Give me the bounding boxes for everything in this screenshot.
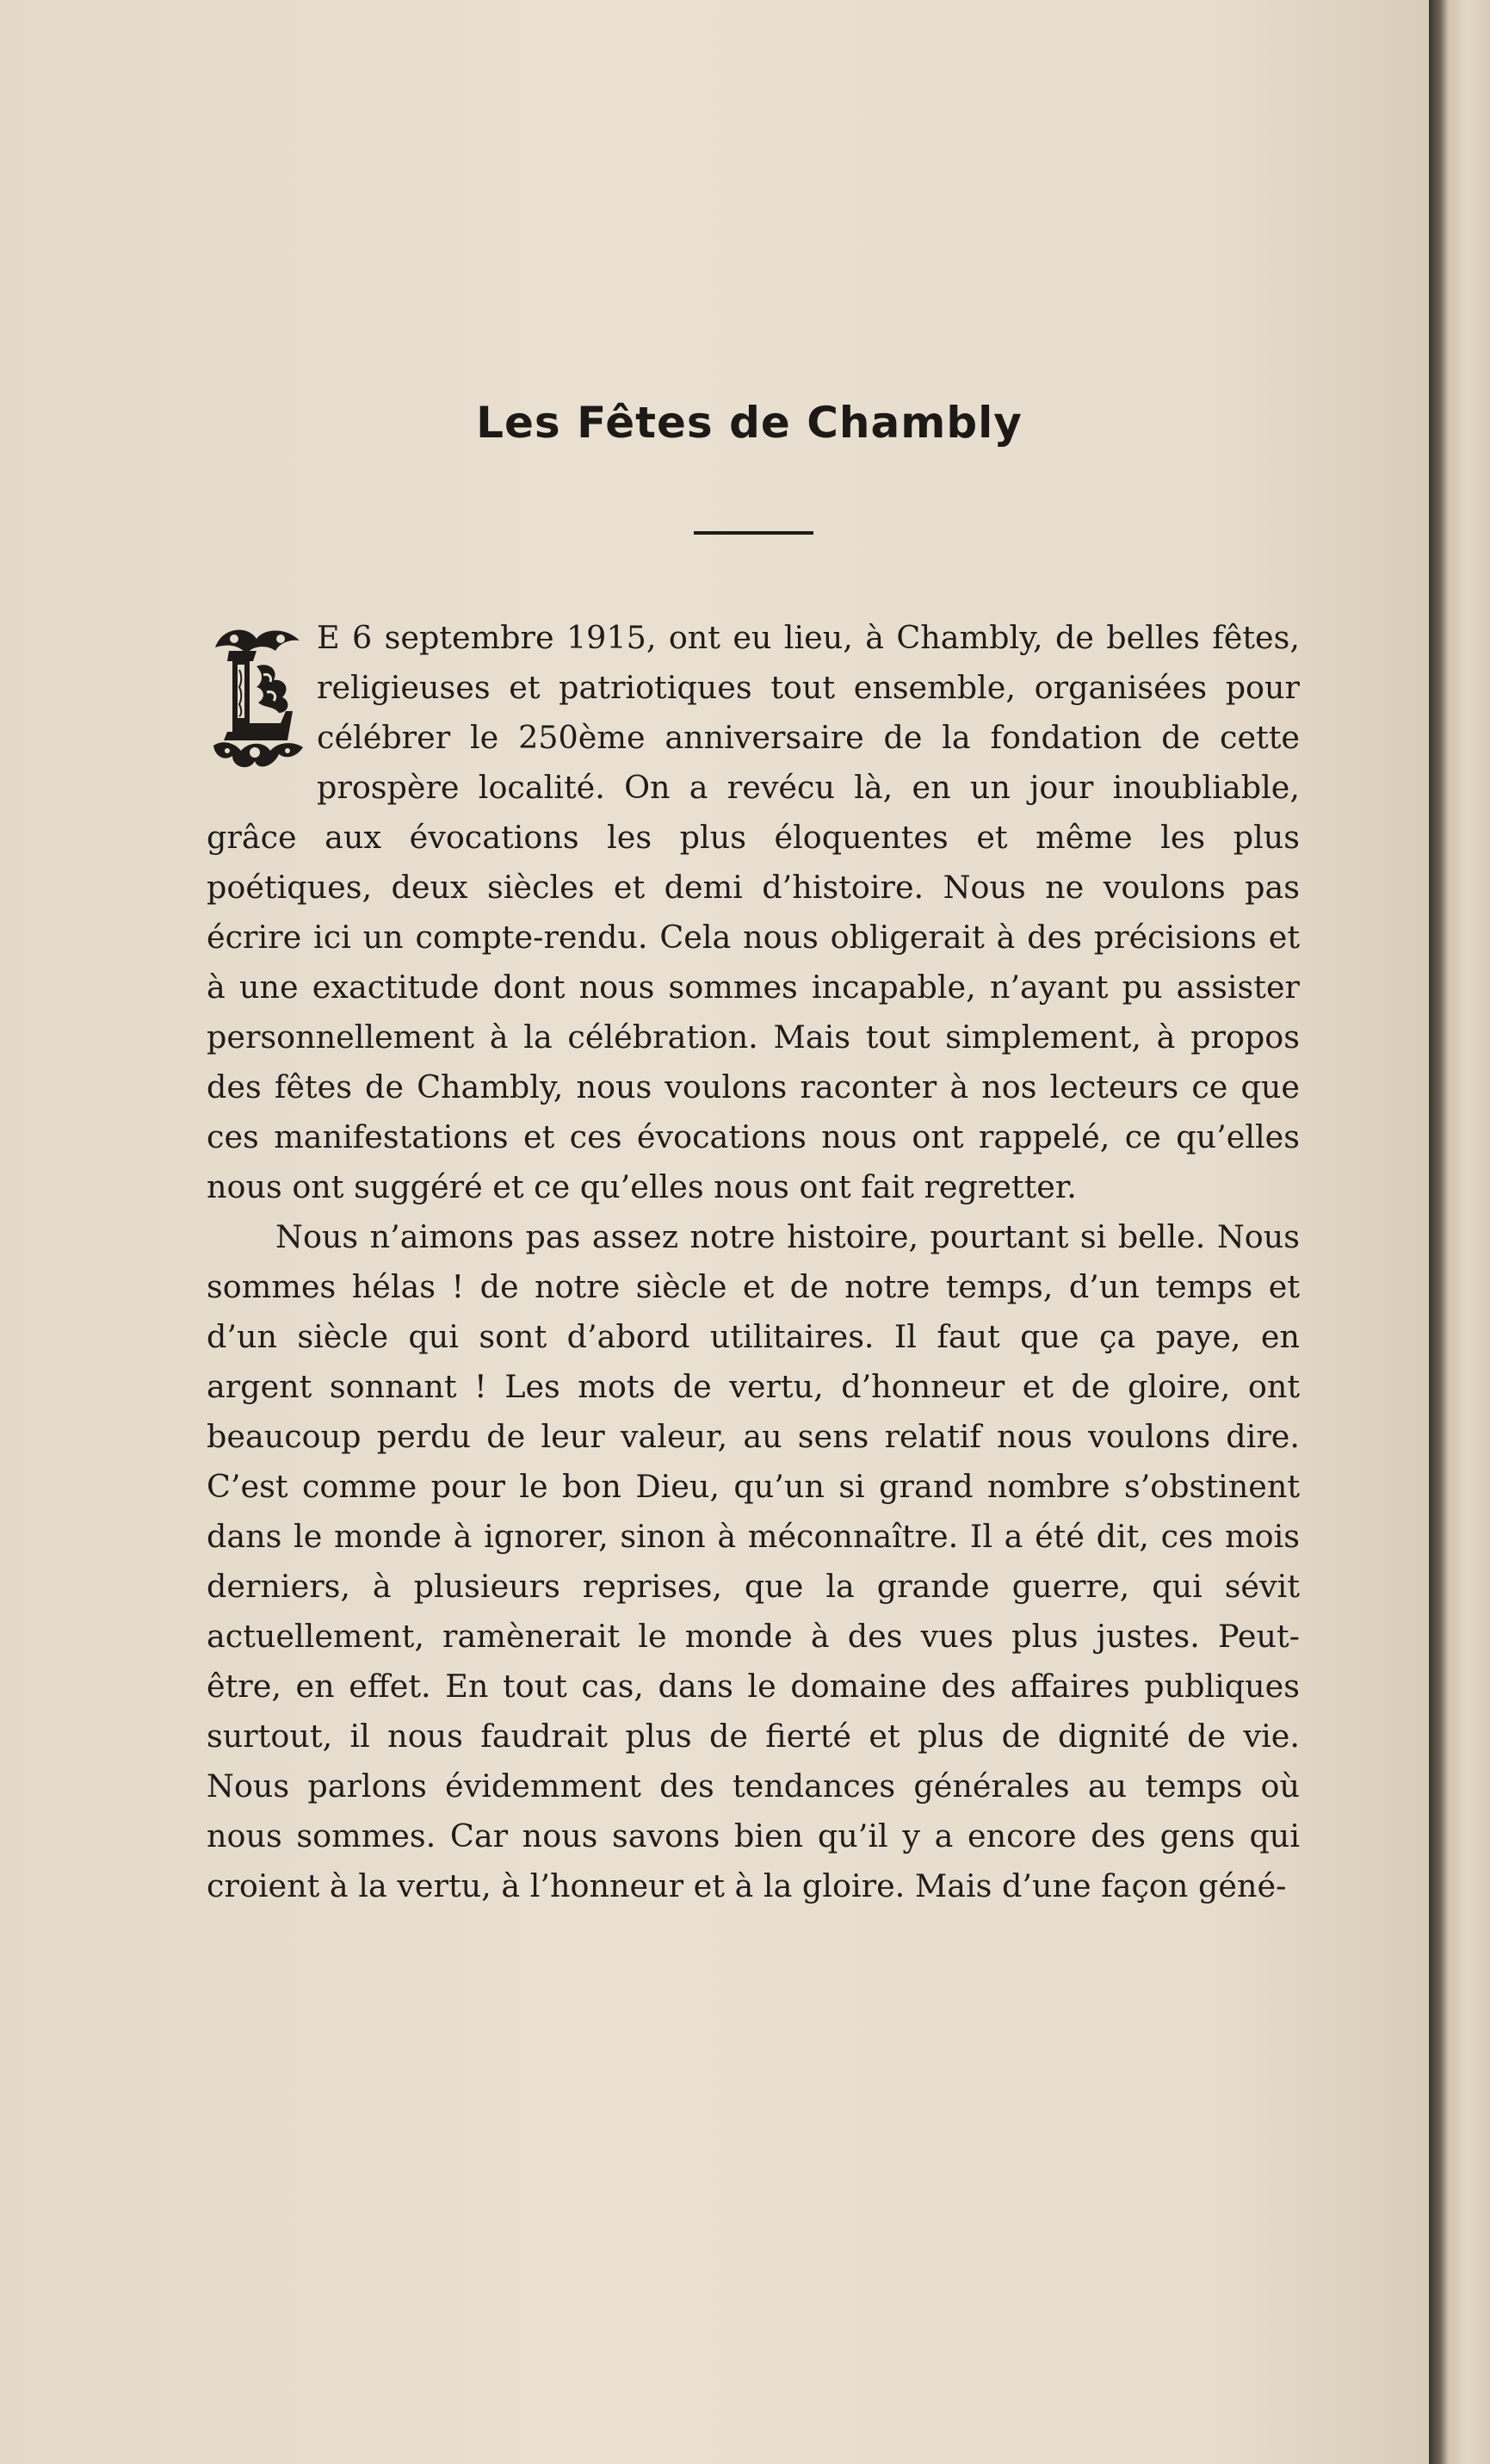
paragraph-1: [207, 613, 1300, 1212]
ornamental-drop-cap-l-icon: [207, 622, 308, 777]
first-word: E: [317, 619, 340, 656]
book-spine-edge: [1429, 0, 1490, 2464]
title-rule: [694, 531, 813, 535]
paragraph-1-text: 6 septembre 1915, ont eu lieu, à Chambly, de belles fêtes, religieuses et patriotiques tout ensemble, organisées pour célébrer le 250ème anniversaire de la fondation de cette prospère localité. On a revécu là, en un jour inoubliable, grâce aux évocations les plus éloquentes et même les plus poétiques, deux siècles et demi d’histoire. Nous ne voulons pas écrire ici un compte-rendu. Cela nous obligerait à des précisions et à une exactitude dont nous sommes incapable, n’ayant pu assister personnellement à la célébration. Mais tout simplement, à propos des fêtes de Chambly, nous voulons raconter à nos lecteurs ce que ces manifestations et ces évocations nous ont rappelé, ce qu’elles nous ont suggéré et ce qu’elles nous ont fait regretter.: [207, 619, 1300, 1205]
paragraph-2: Nous n’aimons pas assez notre histoire, pourtant si belle. Nous sommes hélas ! de notre siècle et de notre temps, d’un temps et d’un siècle qui sont d’abord utilitaires. Il faut que ça paye, en argent sonnant ! Les mots de vertu, d’honneur et de gloire, ont beaucoup perdu de leur valeur, au sens relatif nous voulons dire. C’est comme pour le bon Dieu, qu’un si grand nombre s’obstinent dans le monde à ignorer, sinon à méconnaître. Il a été dit, ces mois derniers, à plusieurs reprises, que la grande guerre, qui sévit actuellement, ramènerait le monde à des vues plus justes. Peut-être, en effet. En tout cas, dans le domaine des affaires publiques surtout, il nous faudrait plus de fierté et plus de dignité de vie. Nous parlons évidemment des tendances générales au temps où nous sommes. Car nous savons bien qu’il y a encore des gens qui croient à la vertu, à l’honneur et à la gloire. Mais d’une façon géné-: [207, 1218, 1300, 1904]
article-body: [207, 613, 1300, 1911]
chapter-title: Les Fêtes de Chambly: [476, 398, 1023, 448]
